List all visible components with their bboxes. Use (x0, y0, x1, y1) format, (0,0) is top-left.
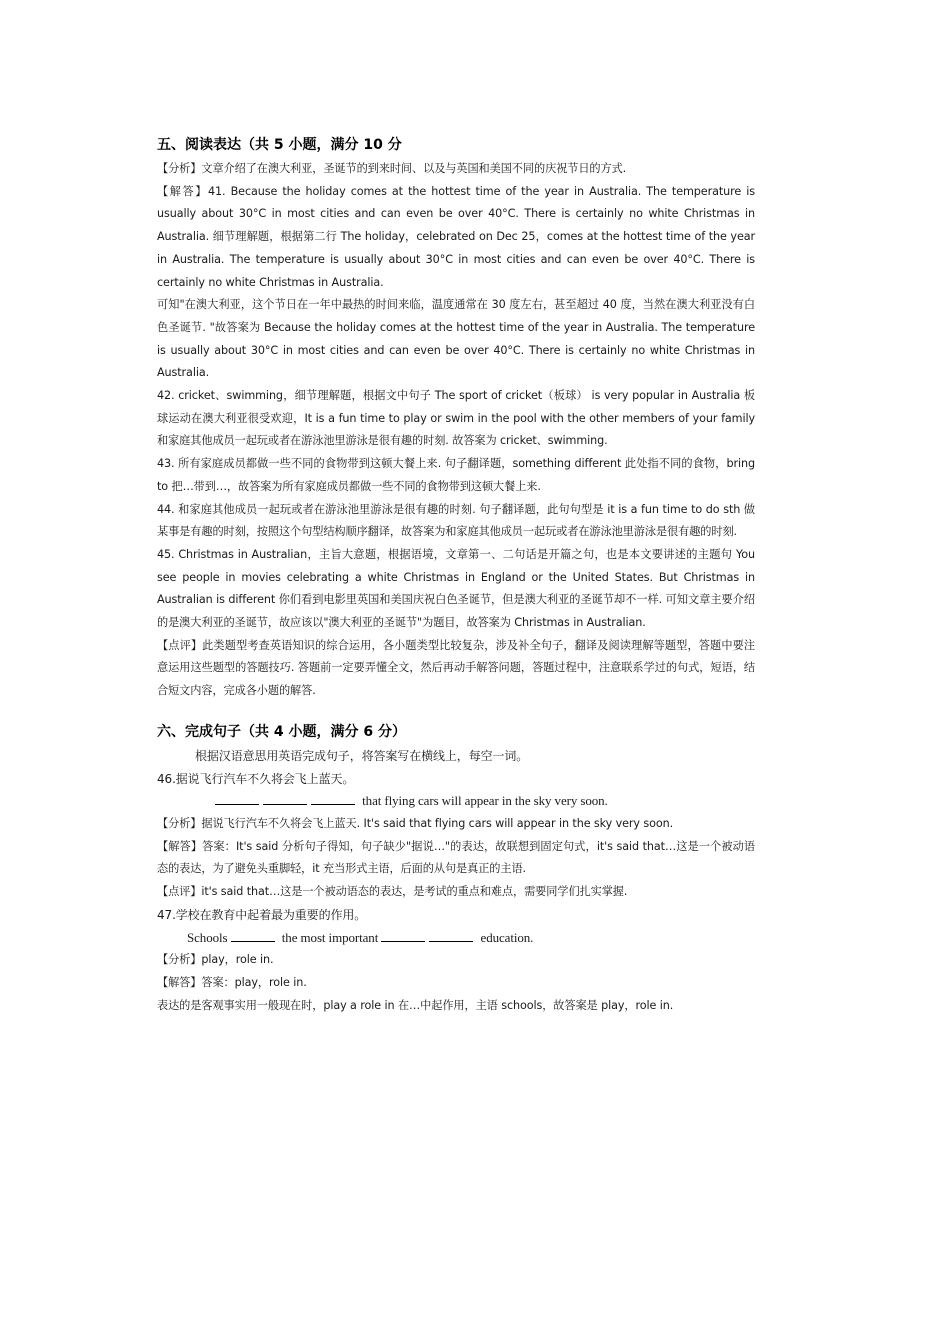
q46-prompt: 46.据说飞行汽车不久将会飞上蓝天。 (157, 771, 355, 786)
q47-part-1: Schools (187, 929, 228, 945)
q47-analysis: 【分析】play，role in. (157, 953, 274, 967)
s5-answer-44: 44. 和家庭其他成员一起玩或者在游泳池里游泳是很有趣的时刻. 句子翻译题，此句句型是 it is a fun time to do sth 做某事是有趣的时刻，按照这个句型结构顺序翻译，故答案为和家庭其他成员一起玩或者在游泳池里游泳是很有趣的时刻. (157, 502, 755, 539)
s5-analysis: 【分析】文章介绍了在澳大利亚，圣诞节的到来时间、以及与英国和美国不同的庆祝节日的方式. (157, 162, 627, 175)
document-page (157, 134, 755, 1017)
s5-answer-41-cont: 可知"在澳大利亚，这个节日在一年中最热的时间来临，温度通常在 30 度左右，甚至超过 40 度，当然在澳大利亚没有白色圣诞节. "故答案为 Because the holiday comes at the hottest time of the year in Australia. The temperature is usually about 30°C in most cities and can even be over 40°C. There is certainly no white Christmas in Australia. (157, 298, 755, 380)
q46-blank-3 (311, 792, 355, 805)
q47-part-3: education. (480, 929, 534, 945)
section-6-title: 六、完成句子（共 4 小题，满分 6 分） (157, 723, 406, 740)
q46-blank-2 (263, 792, 307, 805)
q47-answer: 【解答】答案：play，role in. (157, 975, 307, 989)
q47-part-2: the most important (281, 929, 379, 945)
s5-answer-43: 43. 所有家庭成员都做一些不同的食物带到这顿大餐上来. 句子翻译题，something different 此处指不同的食物，bring to 把…带到…，故答案为所有家庭成员都做一些不同的食物带到这顿大餐上来. (157, 457, 755, 493)
q47-sentence (157, 927, 755, 950)
s5-answer-41: 【解答】41. Because the holiday comes at the hottest time of the year in Australia. The temperature is usually about 30°C in most cities and can even be over 40°C. There is certainly no white Christmas in Australia. 细节理解题，根据第二行 The holiday，celebrated on Dec 25，comes at the hottest time of the year in Australia. The temperature is usually about 30°C in most cities and can even be over 40°C. There is certainly no white Christmas in Australia. (157, 184, 755, 289)
s5-comment: 【点评】此类题型考查英语知识的综合运用，各小题类型比较复杂，涉及补全句子，翻译及阅读理解等题型，答题中要注意运用这些题型的答题技巧. 答题前一定要弄懂全文，然后再动手解答问题，答题过程中，注意联系学过的句式，短语，结合短文内容，完成各小题的解答. (157, 638, 755, 698)
s6-instruction: 根据汉语意思用英语完成句子，将答案写在横线上，每空一词。 (195, 748, 529, 763)
q47-blank-1 (231, 929, 275, 942)
q46-sentence-tail: that flying cars will appear in the sky very soon. (362, 793, 608, 809)
section-5-title: 五、阅读表达（共 5 小题，满分 10 分 (157, 137, 402, 153)
q47-blank-2 (381, 929, 425, 942)
q46-sentence (157, 790, 755, 813)
q46-blank-1 (215, 792, 259, 805)
q47-explanation: 表达的是客观事实用一般现在时，play a role in 在…中起作用，主语 schools，故答案是 play，role in. (157, 998, 674, 1012)
q46-analysis: 【分析】据说飞行汽车不久将会飞上蓝天. It's said that flying cars will appear in the sky very soon. (157, 816, 674, 830)
s5-answer-45: 45. Christmas in Australian，主旨大意题，根据语境，文章第一、二句话是开篇之句，也是本文要讲述的主题句 You see people in movies celebrating a white Christmas in England or the United States. But Christmas in Australian is different 你们看到电影里英国和美国庆祝白色圣诞节，但是澳大利亚的圣诞节却不一样. 可知文章主要介绍的是澳大利亚的圣诞节，故应该以"澳大利亚的圣诞节"为题目，故答案为 Christmas in Australian. (157, 547, 755, 630)
q47-prompt: 47.学校在教育中起着最为重要的作用。 (157, 907, 367, 922)
q47-blank-3 (429, 929, 473, 942)
s5-answer-42: 42. cricket、swimming，细节理解题，根据文中句子 The sport of cricket（板球） is very popular in Australia 板球运动在澳大利亚很受欢迎，It is a fun time to play or swim in the pool with the other members of your family 和家庭其他成员一起玩或者在游泳池里游泳是很有趣的时刻. 故答案为 cricket、swimming. (157, 389, 755, 448)
q46-comment: 【点评】it's said that…这是一个被动语态的表达，是考试的重点和难点，需要同学们扎实掌握. (157, 885, 628, 899)
q46-answer: 【解答】答案：It's said 分析句子得知，句子缺少"据说…"的表达，故联想到固定句式，it's said that…这是一个被动语态的表达，为了避免头重脚轻，it 充当形式主语，后面的从句是真正的主语. (157, 839, 755, 876)
